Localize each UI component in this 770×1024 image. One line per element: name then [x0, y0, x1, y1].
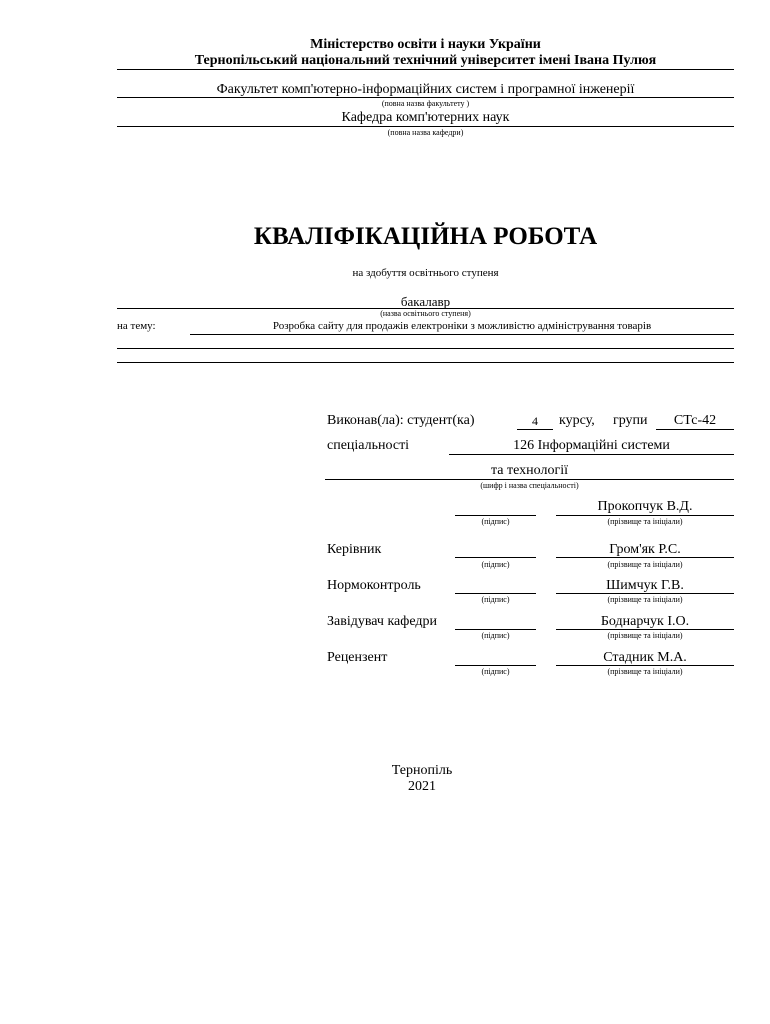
signature-name-reviewer: Стадник М.А.: [603, 650, 687, 665]
ministry-title: Міністерство освіти і науки України: [310, 37, 541, 52]
document-title: КВАЛІФІКАЦІЙНА РОБОТА: [253, 223, 598, 250]
course-label: курсу,: [559, 413, 595, 428]
topic-underline-1: [190, 334, 734, 335]
signature-caption: (підпис): [481, 560, 510, 569]
signature-role-normcontrol: Нормоконтроль: [327, 578, 421, 593]
signature-role-head: Завідувач кафедри: [327, 614, 437, 629]
topic-underline-2: [117, 348, 734, 349]
degree-subtitle: на здобуття освітнього ступеня: [352, 267, 499, 279]
department-caption: (повна назва кафедри): [387, 128, 464, 137]
course-value: 4: [532, 414, 538, 428]
signature-role-supervisor: Керівник: [327, 542, 382, 557]
university-title: Тернопільський національний технічний університет імені Івана Пулюя: [194, 53, 657, 68]
name-underline: [556, 515, 734, 516]
faculty-caption: (повна назва факультету ): [381, 99, 470, 108]
specialty-underline-2: [325, 479, 734, 480]
faculty-name: Факультет комп'ютерно-інформаційних систем і програмної інженерії: [216, 82, 635, 97]
name-underline: [556, 593, 734, 594]
specialty-line-1: 126 Інформаційні системи: [513, 438, 670, 453]
name-underline: [556, 665, 734, 666]
name-underline: [556, 629, 734, 630]
signature-line: [455, 629, 536, 630]
performed-label: Виконав(ла): студент(ка): [327, 413, 475, 428]
name-caption: (прізвище та ініціали): [607, 517, 683, 526]
signature-line: [455, 557, 536, 558]
name-caption: (прізвище та ініціали): [607, 631, 683, 640]
signature-name-normcontrol: Шимчук Г.В.: [606, 578, 684, 593]
signature-line: [455, 665, 536, 666]
signature-name-student: Прокопчук В.Д.: [597, 499, 693, 514]
name-underline: [556, 557, 734, 558]
specialty-caption: (шифр і назва спеціальності): [480, 481, 579, 490]
group-value: СТс-42: [673, 413, 717, 428]
name-caption: (прізвище та ініціали): [607, 667, 683, 676]
signature-caption: (підпис): [481, 667, 510, 676]
department-name: Кафедра комп'ютерних наук: [341, 110, 510, 125]
footer-year: 2021: [408, 779, 436, 794]
topic-label: на тему:: [117, 320, 156, 332]
signature-name-supervisor: Гром'як Р.С.: [609, 542, 681, 557]
degree-caption: (назва освітнього ступеня): [380, 309, 471, 318]
specialty-label: спеціальності: [327, 438, 410, 453]
specialty-underline-1: [449, 454, 734, 455]
signature-role-reviewer: Рецензент: [327, 650, 388, 665]
signature-line: [455, 593, 536, 594]
group-label: групи: [613, 413, 648, 428]
signature-name-head: Боднарчук І.О.: [600, 614, 690, 629]
signature-caption: (підпис): [481, 631, 510, 640]
signature-caption: (підпис): [481, 517, 510, 526]
group-underline: [656, 429, 734, 430]
signature-caption: (підпис): [481, 595, 510, 604]
specialty-line-2: та технології: [491, 463, 568, 478]
name-caption: (прізвище та ініціали): [607, 595, 683, 604]
name-caption: (прізвище та ініціали): [607, 560, 683, 569]
footer-city: Тернопіль: [391, 763, 453, 778]
faculty-underline: [117, 97, 734, 98]
signature-line: [455, 515, 536, 516]
department-underline: [117, 126, 734, 127]
topic-value: Розробка сайту для продажів електроніки з можливістю адміністрування товарів: [272, 320, 652, 332]
course-underline: [517, 429, 553, 430]
topic-underline-3: [117, 362, 734, 363]
degree-value: бакалавр: [400, 294, 451, 309]
university-underline: [117, 69, 734, 70]
